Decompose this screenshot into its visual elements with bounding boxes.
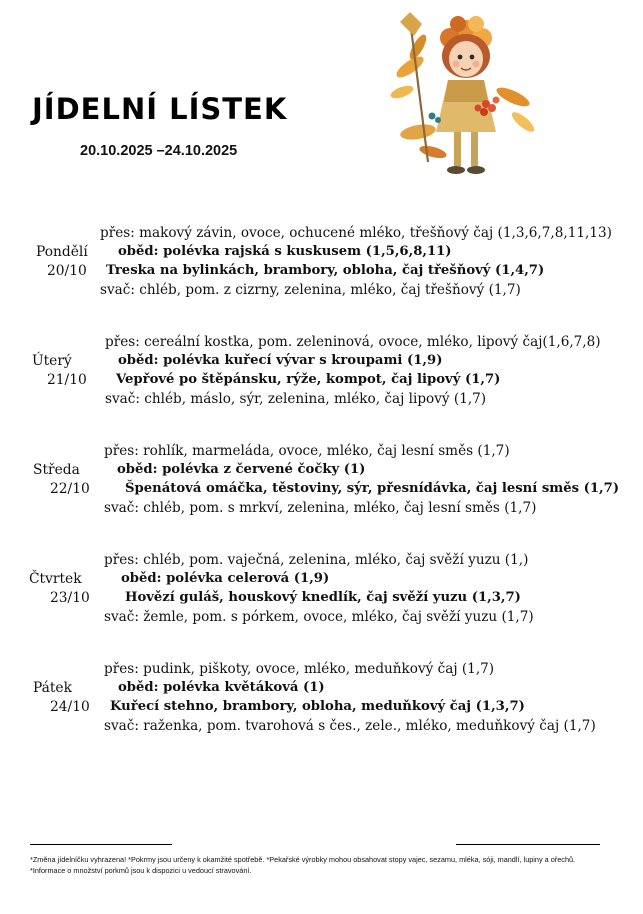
day-date: 20/10: [47, 263, 87, 279]
day-name: Pondělí: [36, 244, 88, 260]
date-range: 20.10.2025 –24.10.2025: [80, 143, 238, 159]
snack-morning: přes: chléb, pom. vaječná, zelenina, mléko, čaj svěží yuzu (1,): [104, 552, 529, 568]
day-name: Čtvrtek: [29, 571, 82, 587]
lunch-soup: oběd: polévka z červené čočky (1): [117, 462, 366, 477]
day-date: 21/10: [47, 372, 87, 388]
footer-rule-right: [456, 844, 600, 845]
snack-afternoon: svač: raženka, pom. tvarohová s čes., zele., mléko, meduňkový čaj (1,7): [104, 718, 596, 734]
snack-morning: přes: rohlík, marmeláda, ovoce, mléko, čaj lesní směs (1,7): [104, 443, 510, 459]
snack-afternoon: svač: chléb, pom. s mrkví, zelenina, mléko, čaj lesní směs (1,7): [104, 500, 537, 516]
lunch-main: Kuřecí stehno, brambory, obloha, meduňkový čaj (1,3,7): [110, 699, 525, 714]
lunch-soup: oběd: polévka celerová (1,9): [121, 571, 330, 586]
snack-afternoon: svač: chléb, máslo, sýr, zelenina, mléko, čaj lipový (1,7): [105, 391, 487, 407]
lunch-main: Špenátová omáčka, těstoviny, sýr, přesnídávka, čaj lesní směs (1,7): [125, 481, 620, 496]
snack-morning: přes: pudink, piškoty, ovoce, mléko, meduňkový čaj (1,7): [104, 661, 495, 677]
day-date: 24/10: [50, 699, 90, 715]
snack-morning: přes: makový závin, ovoce, ochucené mléko, třešňový čaj (1,3,6,7,8,11,13): [100, 225, 612, 241]
snack-afternoon: svač: žemle, pom. s pórkem, ovoce, mléko, čaj svěží yuzu (1,7): [104, 609, 534, 625]
lunch-main: Vepřové po štěpánsku, rýže, kompot, čaj lipový (1,7): [116, 372, 501, 387]
day-date: 23/10: [50, 590, 90, 606]
lunch-main: Hovězí guláš, houskový knedlík, čaj svěží yuzu (1,3,7): [125, 590, 521, 605]
day-name: Úterý: [32, 353, 72, 369]
footer-rule-left: [30, 844, 172, 845]
footer-note-portions: *Informace o množství porkmů jsou k dispozici u vedoucí stravování.: [30, 866, 252, 875]
day-date: 22/10: [50, 481, 90, 497]
lunch-main: Treska na bylinkách, brambory, obloha, čaj třešňový (1,4,7): [106, 263, 545, 278]
footer-note-allergens: *Změna jídelníčku vyhrazena! *Pokrmy jsou určeny k okamžité spotřebě. *Pekařské výrobky mohou obsahovat stopy vajec, sezamu, mléka, sóji, mandlí, lupiny a ořechů.: [30, 855, 576, 864]
lunch-soup: oběd: polévka kuřecí vývar s kroupami (1,9): [118, 353, 443, 368]
snack-morning: přes: cereální kostka, pom. zeleninová, ovoce, mléko, lipový čaj(1,6,7,8): [105, 334, 601, 350]
day-name: Středa: [33, 462, 80, 478]
page-title: JÍDELNÍ LÍSTEK: [32, 92, 288, 126]
autumn-girl-illustration: [388, 12, 538, 187]
day-name: Pátek: [33, 680, 72, 696]
snack-afternoon: svač: chléb, pom. z cizrny, zelenina, mléko, čaj třešňový (1,7): [100, 282, 521, 298]
lunch-soup: oběd: polévka květáková (1): [118, 680, 325, 695]
lunch-soup: oběd: polévka rajská s kuskusem (1,5,6,8,11): [118, 244, 452, 259]
